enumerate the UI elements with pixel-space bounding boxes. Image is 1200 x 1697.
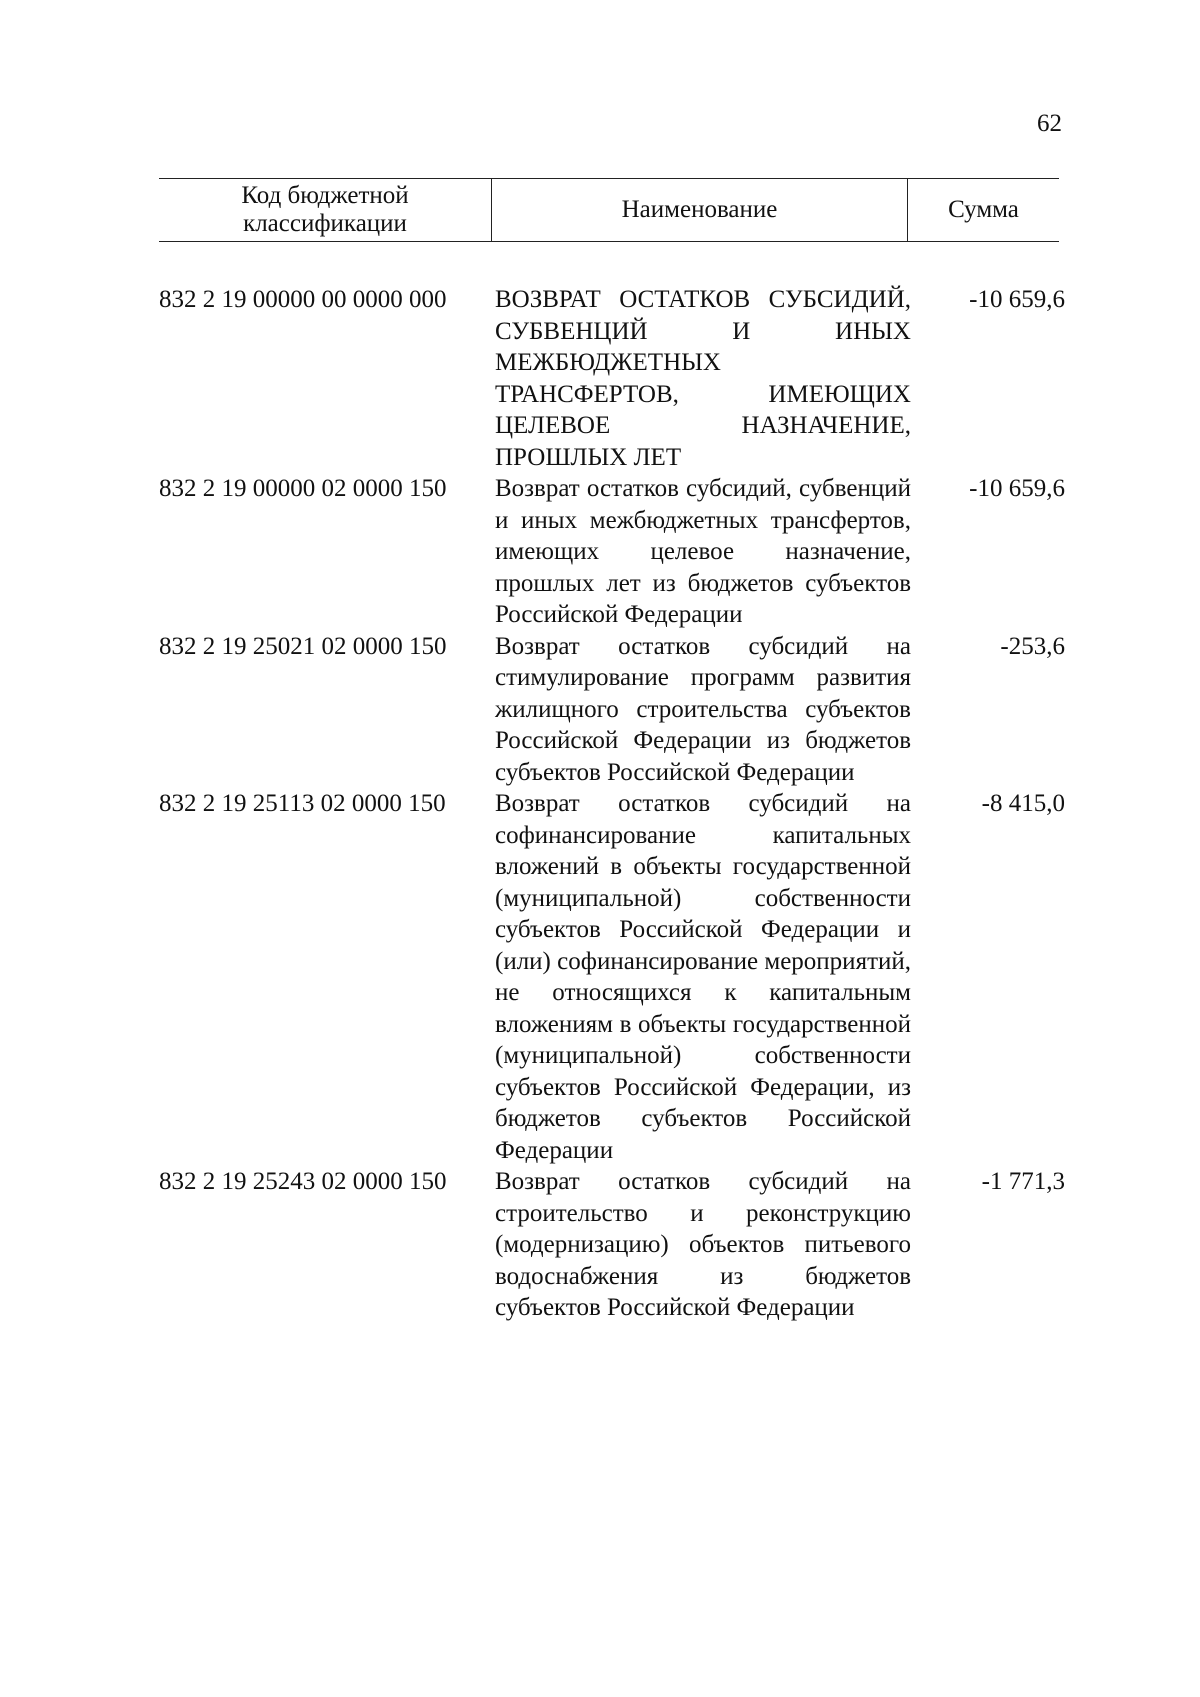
header-sum: Сумма: [948, 196, 1019, 223]
table-row: [159, 1166, 1069, 1324]
item-name: Возврат остатков субсидий, субвенций и иных межбюджетных трансфертов, имеющих целевое назначение, прошлых лет из бюджетов субъектов Российской Федерации: [495, 475, 911, 628]
table-header: [159, 178, 1059, 242]
item-sum: -10 659,6: [969, 475, 1065, 502]
table-row: [159, 788, 1069, 1166]
item-sum: -8 415,0: [981, 790, 1065, 817]
item-sum: -10 659,6: [969, 286, 1065, 313]
header-code: Код бюджетной классификации: [241, 182, 409, 237]
item-name: Возврат остатков субсидий на стимулирование программ развития жилищного строительства субъектов Российской Федерации из бюджетов субъектов Российской Федерации: [495, 632, 911, 786]
item-name: Возврат остатков субсидий на софинансирование капитальных вложений в объекты государственной (муниципальной) собственности субъектов Российской Федерации и (или) софинансирование мероприятий, не относящихся к капитальным вложениям в объекты государственной (муниципальной) собственности субъектов Российской Федерации, из бюджетов субъектов Российской Федерации: [495, 790, 911, 1164]
budget-code: 832 2 19 25243 02 0000 150: [159, 1168, 447, 1195]
table-body: [159, 284, 1069, 1324]
budget-code: 832 2 19 25021 02 0000 150: [159, 632, 447, 660]
page-number: 62: [1037, 110, 1062, 137]
budget-code: 832 2 19 00000 02 0000 150: [159, 475, 447, 502]
table-row: [159, 473, 1069, 631]
item-sum: -1 771,3: [981, 1168, 1065, 1195]
table-row: [159, 284, 1069, 473]
item-name: ВОЗВРАТ ОСТАТКОВ СУБСИДИЙ, СУБВЕНЦИЙ И ИНЫХ МЕЖБЮДЖЕТНЫХ ТРАНСФЕРТОВ, ИМЕЮЩИХ ЦЕЛЕВОЕ НАЗНАЧЕНИЕ, ПРОШЛЫХ ЛЕТ: [495, 286, 911, 471]
item-sum: -253,6: [1000, 632, 1065, 660]
table-row: [159, 631, 1069, 789]
header-name: Наименование: [491, 179, 908, 241]
budget-code: 832 2 19 00000 00 0000 000: [159, 286, 447, 313]
budget-code: 832 2 19 25113 02 0000 150: [159, 790, 446, 817]
item-name: Возврат остатков субсидий на строительство и реконструкцию (модернизацию) объектов питьевого водоснабжения из бюджетов субъектов Российской Федерации: [495, 1168, 911, 1321]
